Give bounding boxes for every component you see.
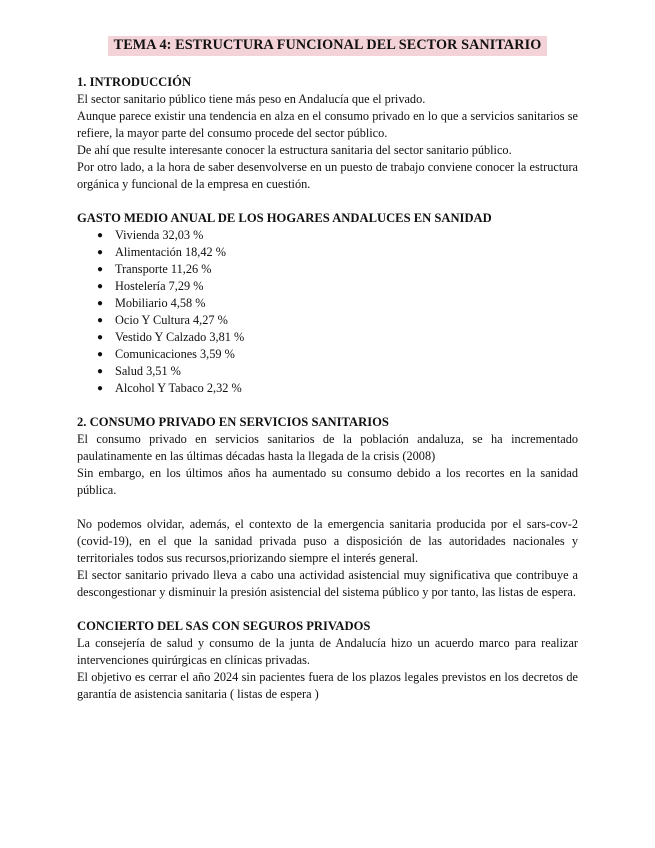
section-consumo-privado bbox=[77, 414, 578, 601]
bullet-icon: ● bbox=[97, 332, 104, 343]
document-title: TEMA 4: ESTRUCTURA FUNCIONAL DEL SECTOR SANITARIO bbox=[108, 36, 548, 56]
paragraph: Sin embargo, en los últimos años ha aumentado su consumo debido a los recortes en la sanidad pública. bbox=[77, 466, 578, 497]
section-heading: 2. CONSUMO PRIVADO EN SERVICIOS SANITARIOS bbox=[77, 415, 389, 429]
bullet-icon: ● bbox=[97, 247, 104, 258]
expense-list bbox=[77, 227, 578, 397]
paragraph: El sector sanitario público tiene más peso en Andalucía que el privado. bbox=[77, 92, 426, 106]
section-gasto-medio bbox=[77, 210, 578, 397]
bullet-icon: ● bbox=[97, 230, 104, 241]
title-container bbox=[77, 36, 578, 56]
list-item-text: Comunicaciones 3,59 % bbox=[115, 347, 235, 361]
paragraph: La consejería de salud y consumo de la junta de Andalucía hizo un acuerdo marco para realizar intervenciones quirúrgicas en clínicas privadas. bbox=[77, 636, 578, 667]
bullet-icon: ● bbox=[97, 366, 104, 377]
list-item bbox=[97, 380, 578, 397]
list-item bbox=[97, 227, 578, 244]
list-item bbox=[97, 261, 578, 278]
paragraph: De ahí que resulte interesante conocer la estructura sanitaria del sector sanitario público. bbox=[77, 143, 512, 157]
bullet-icon: ● bbox=[97, 281, 104, 292]
list-item-text: Vestido Y Calzado 3,81 % bbox=[115, 330, 245, 344]
paragraph: Por otro lado, a la hora de saber desenvolverse en un puesto de trabajo conviene conocer la estructura orgánica y funcional de la empresa en cuestión. bbox=[77, 160, 578, 191]
bullet-icon: ● bbox=[97, 264, 104, 275]
bullet-icon: ● bbox=[97, 383, 104, 394]
list-item bbox=[97, 312, 578, 329]
bullet-icon: ● bbox=[97, 298, 104, 309]
list-item bbox=[97, 329, 578, 346]
paragraph-spacer bbox=[77, 499, 578, 516]
section-heading: CONCIERTO DEL SAS CON SEGUROS PRIVADOS bbox=[77, 619, 371, 633]
paragraph: El sector sanitario privado lleva a cabo una actividad asistencial muy significativa que contribuye a descongestionar y disminuir la presión asistencial del sistema público y por tanto, las listas de espera. bbox=[77, 568, 578, 599]
list-item bbox=[97, 363, 578, 380]
paragraph: El objetivo es cerrar el año 2024 sin pacientes fuera de los plazos legales previstos en los decretos de garantía de asistencia sanitaria ( listas de espera ) bbox=[77, 670, 578, 701]
section-heading: GASTO MEDIO ANUAL DE LOS HOGARES ANDALUCES EN SANIDAD bbox=[77, 211, 492, 225]
bullet-icon: ● bbox=[97, 349, 104, 360]
list-item bbox=[97, 346, 578, 363]
list-item-text: Alcohol Y Tabaco 2,32 % bbox=[115, 381, 242, 395]
list-item bbox=[97, 278, 578, 295]
list-item bbox=[97, 244, 578, 261]
section-introduccion bbox=[77, 74, 578, 193]
list-item-text: Hostelería 7,29 % bbox=[115, 279, 204, 293]
list-item-text: Alimentación 18,42 % bbox=[115, 245, 226, 259]
list-item-text: Salud 3,51 % bbox=[115, 364, 181, 378]
paragraph: Aunque parece existir una tendencia en alza en el consumo privado en lo que a servicios sanitarios se refiere, la mayor parte del consumo procede del sector público. bbox=[77, 109, 578, 140]
list-item-text: Ocio Y Cultura 4,27 % bbox=[115, 313, 228, 327]
section-concierto-sas bbox=[77, 618, 578, 703]
paragraph: No podemos olvidar, además, el contexto de la emergencia sanitaria producida por el sars-cov-2 (covid-19), en el que la sanidad privada puso a disposición de las autoridades nacionales y territoriales todos sus recursos,priorizando siempre el interés general. bbox=[77, 517, 578, 565]
list-item-text: Transporte 11,26 % bbox=[115, 262, 212, 276]
paragraph: El consumo privado en servicios sanitarios de la población andaluza, se ha incrementado paulatinamente en las últimas décadas hasta la llegada de la crisis (2008) bbox=[77, 432, 578, 463]
list-item-text: Mobiliario 4,58 % bbox=[115, 296, 206, 310]
list-item-text: Vivienda 32,03 % bbox=[115, 228, 204, 242]
section-heading: 1. INTRODUCCIÓN bbox=[77, 75, 192, 89]
bullet-icon: ● bbox=[97, 315, 104, 326]
list-item bbox=[97, 295, 578, 312]
